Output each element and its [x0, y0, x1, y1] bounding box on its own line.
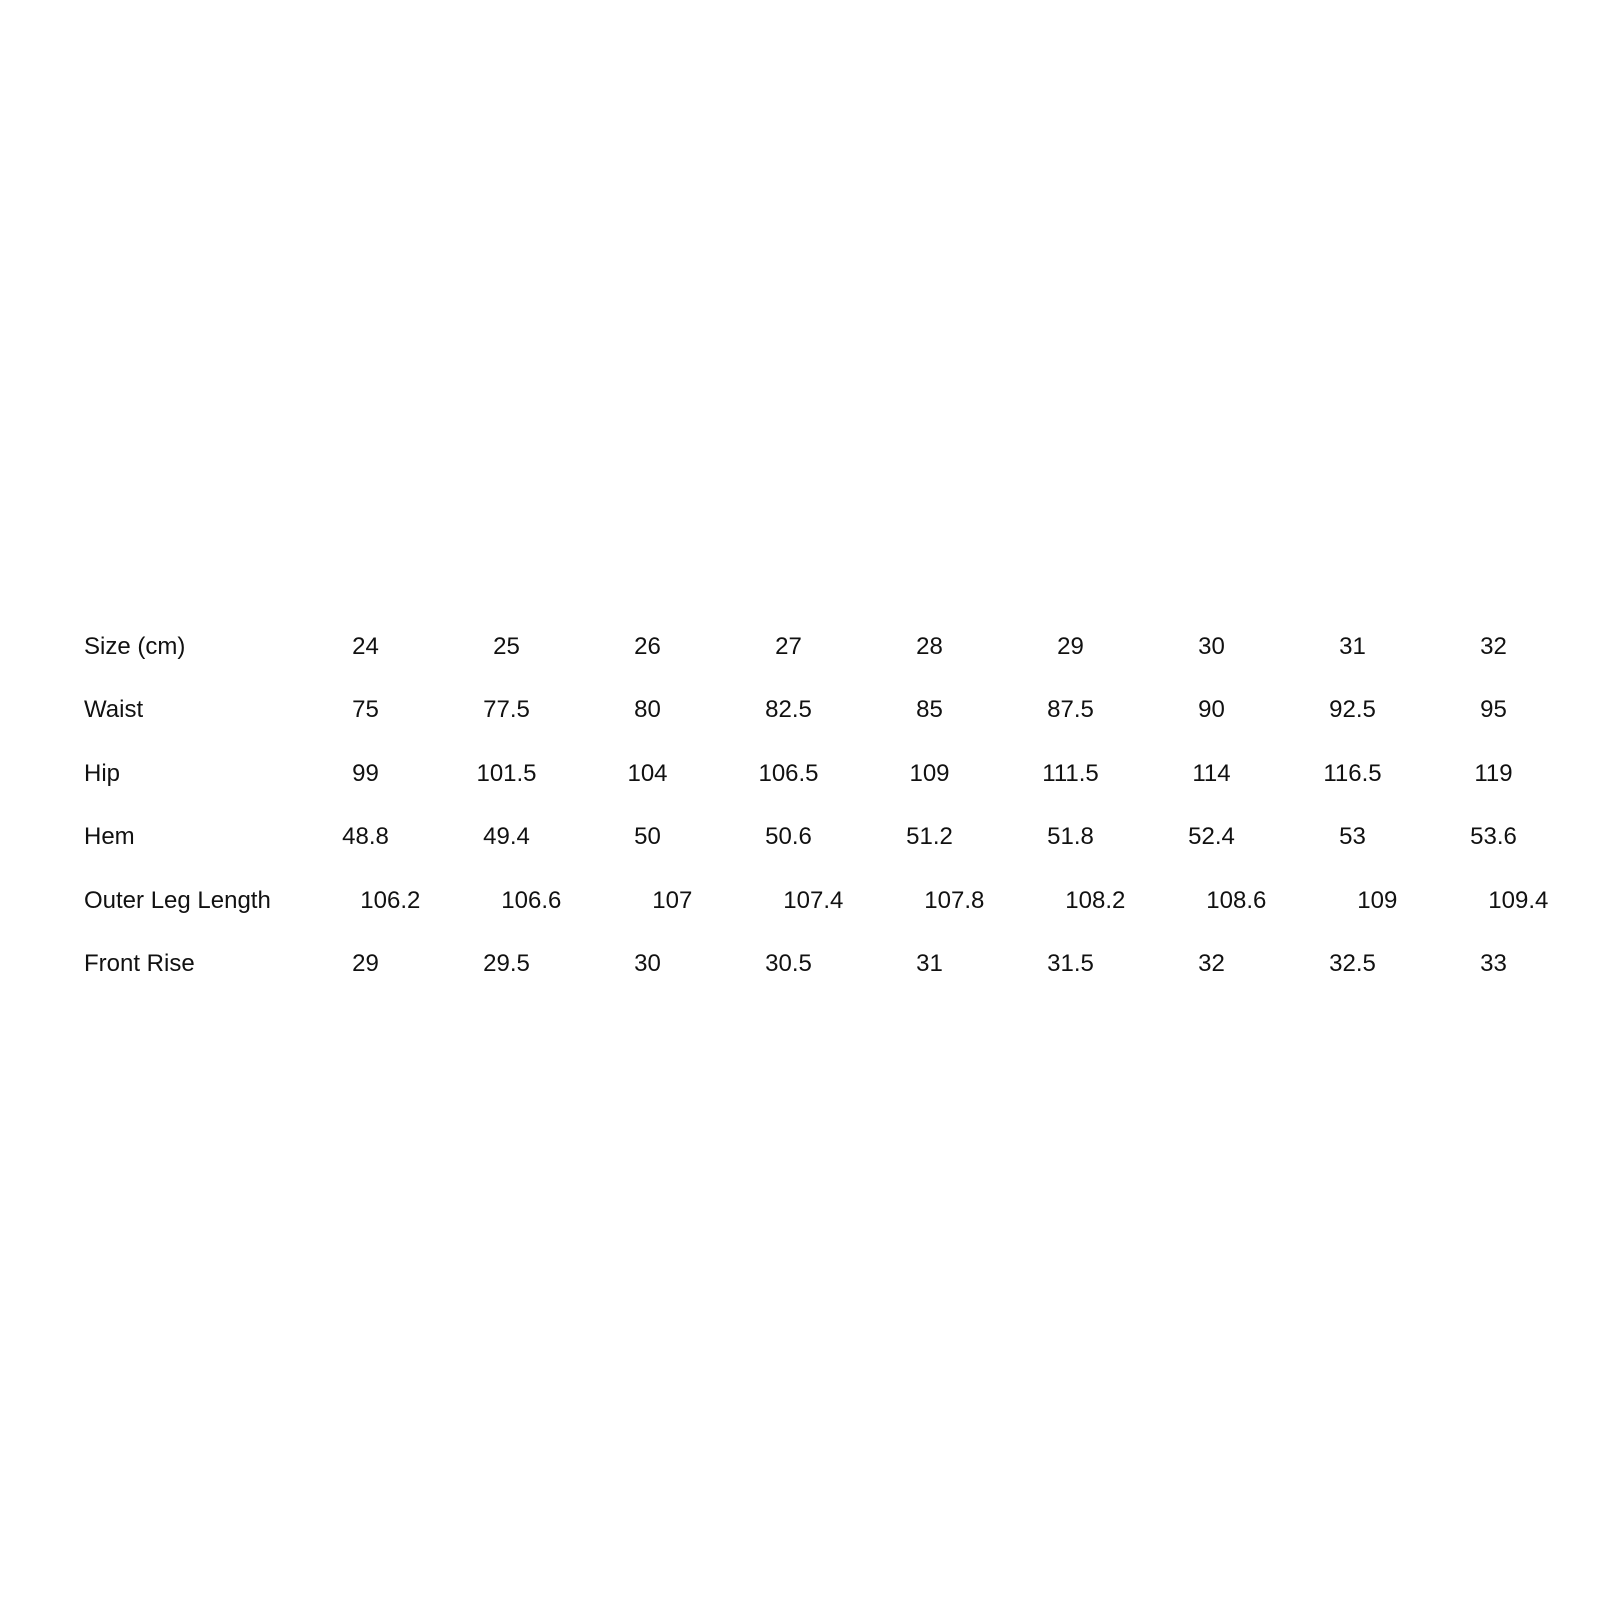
value-cell: 48.8 [342, 823, 389, 851]
size-header-row [84, 615, 1564, 679]
row-label: Hem [84, 823, 135, 851]
value-cell: 108.6 [1206, 886, 1267, 914]
value-cell: 50 [634, 823, 661, 851]
size-chart-table [84, 615, 1564, 996]
value-cell: 111.5 [1042, 759, 1099, 787]
value-cell: 109 [1357, 886, 1398, 914]
size-cell: 31 [1339, 632, 1366, 660]
value-cell: 29 [352, 950, 379, 978]
value-cell: 30 [634, 950, 661, 978]
value-cell: 53 [1339, 823, 1366, 851]
value-cell: 106.6 [501, 886, 562, 914]
value-cell: 109 [909, 759, 950, 787]
value-cell: 119 [1474, 759, 1513, 787]
value-cell: 116.5 [1323, 759, 1382, 787]
value-cell: 106.5 [758, 759, 819, 787]
value-cell: 52.4 [1188, 823, 1235, 851]
value-cell: 53.6 [1470, 823, 1517, 851]
value-cell: 104 [627, 759, 668, 787]
value-cell: 107.4 [783, 886, 844, 914]
size-cell: 29 [1057, 632, 1084, 660]
size-header-label: Size (cm) [84, 632, 186, 660]
value-cell: 51.2 [906, 823, 953, 851]
value-cell: 101.5 [476, 759, 537, 787]
value-cell: 80 [634, 696, 661, 724]
row-label: Front Rise [84, 950, 195, 978]
value-cell: 85 [916, 696, 943, 724]
row-label: Hip [84, 759, 121, 787]
size-cell: 28 [916, 632, 943, 660]
row-label: Waist [84, 696, 144, 724]
value-cell: 30.5 [765, 950, 812, 978]
table-row [84, 742, 1564, 806]
value-cell: 32.5 [1329, 950, 1376, 978]
value-cell: 109.4 [1488, 886, 1549, 914]
size-cell: 32 [1480, 632, 1507, 660]
value-cell: 90 [1198, 696, 1225, 724]
value-cell: 51.8 [1047, 823, 1094, 851]
row-label: Outer Leg Length [84, 886, 271, 914]
value-cell: 33 [1480, 950, 1507, 978]
value-cell: 99 [352, 759, 379, 787]
value-cell: 32 [1198, 950, 1225, 978]
value-cell: 95 [1480, 696, 1507, 724]
value-cell: 107.8 [924, 886, 985, 914]
table-row [84, 679, 1564, 743]
value-cell: 31.5 [1047, 950, 1094, 978]
size-cell: 30 [1198, 632, 1225, 660]
table-row [84, 806, 1564, 870]
value-cell: 87.5 [1047, 696, 1094, 724]
value-cell: 92.5 [1329, 696, 1376, 724]
value-cell: 107 [652, 886, 693, 914]
value-cell: 106.2 [360, 886, 421, 914]
size-cell: 25 [493, 632, 520, 660]
size-cell: 26 [634, 632, 661, 660]
value-cell: 77.5 [483, 696, 530, 724]
value-cell: 75 [352, 696, 379, 724]
table-row [84, 869, 1564, 933]
value-cell: 50.6 [765, 823, 812, 851]
value-cell: 49.4 [483, 823, 530, 851]
size-cell: 27 [775, 632, 802, 660]
value-cell: 31 [916, 950, 943, 978]
value-cell: 108.2 [1065, 886, 1126, 914]
value-cell: 82.5 [765, 696, 812, 724]
value-cell: 114 [1192, 759, 1231, 787]
value-cell: 29.5 [483, 950, 530, 978]
size-cell: 24 [352, 632, 379, 660]
table-row [84, 933, 1564, 997]
